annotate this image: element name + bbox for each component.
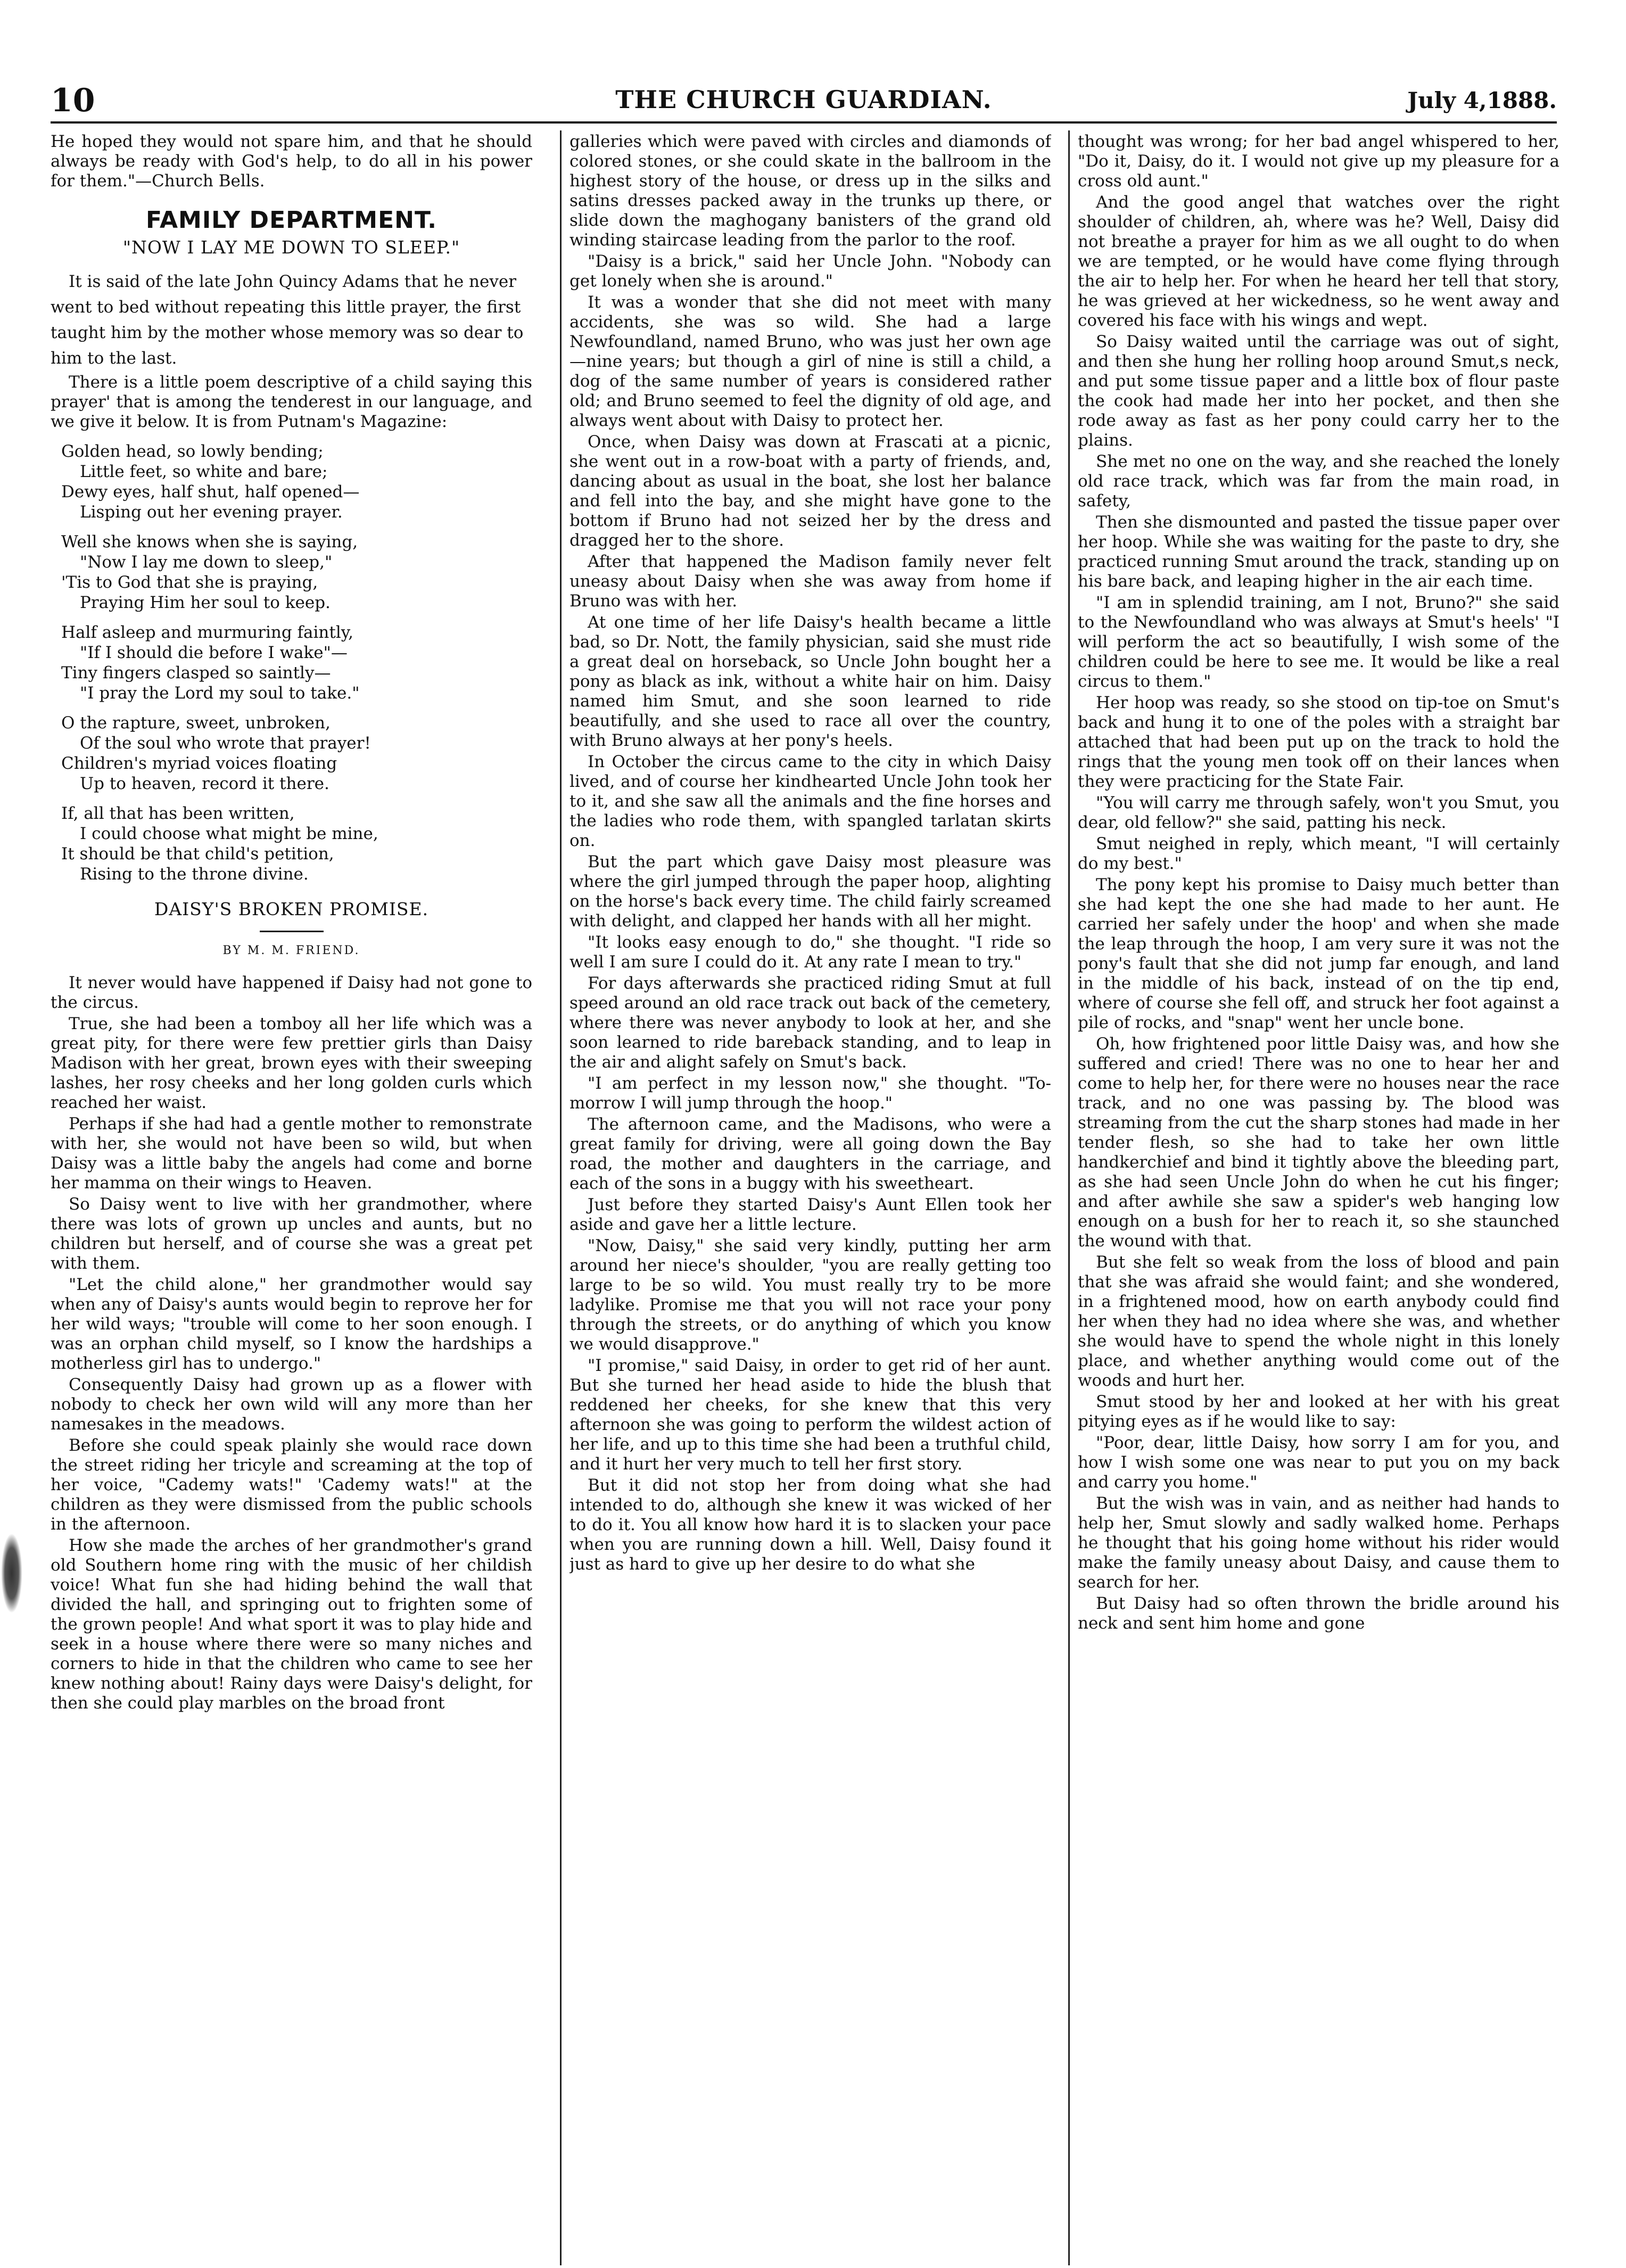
story-paragraph: True, she had been a tomboy all her life which was a great pity, for there were few prettier girls than Daisy Madison with her great, brown eyes with their sweeping lashes, her rosy cheeks and her long golden curls which reached her waist. [51, 1014, 532, 1113]
story-paragraph: In October the circus came to the city in which Daisy lived, and of course her kindhearted Uncle John took her to it, and she saw all the animals and the fine horses and the ladies who rode them, with spangled tarlatan skirts on. [569, 752, 1051, 850]
story-paragraph: So Daisy went to live with her grandmother, where there was lots of grown up uncles and aunts, but no children but herself, and of course she was a great pet with them. [51, 1195, 532, 1273]
newspaper-title: THE CHURCH GUARDIAN. [615, 85, 992, 114]
poem-stanza [51, 622, 532, 703]
story-paragraph: Then she dismounted and pasted the tissue paper over her hoop. While she was waiting for the paste to dry, she practiced running Smut around the track, standing up on his bare back, and leaping higher in the air each time. [1078, 513, 1559, 591]
story-paragraph: But Daisy had so often thrown the bridle around his neck and sent him home and gone [1078, 1594, 1559, 1633]
story-paragraph: It never would have happened if Daisy had not gone to the circus. [51, 973, 532, 1013]
story-paragraph: "You will carry me through safely, won't you Smut, you dear, old fellow?" she said, patting his neck. [1078, 793, 1559, 832]
story-paragraph: The afternoon came, and the Madisons, who were a great family for driving, were all going down the Bay road, the mother and daughters in the carriage, and each of the sons in a buggy with his sweetheart. [569, 1115, 1051, 1193]
story-paragraph: Just before they started Daisy's Aunt Ellen took her aside and gave her a little lecture. [569, 1195, 1051, 1234]
poem-line: Up to heaven, record it there. [80, 774, 329, 794]
story-title: DAISY'S BROKEN PROMISE. [154, 899, 429, 920]
story-paragraph: At one time of her life Daisy's health became a little bad, so Dr. Nott, the family physician, said she must ride a great deal on horseback, so Uncle John bought her a pony as black as ink, without a white hair on him. Daisy named him Smut, and she soon learned to ride beautifully, and she used to race all over the country, with Bruno always at her pony's heels. [569, 613, 1051, 750]
story-paragraph: She met no one on the way, and she reached the lonely old race track, which was far from the main road, in safety, [1078, 452, 1559, 511]
header-rule [51, 121, 1557, 124]
poem-stanza [51, 803, 532, 884]
story-paragraph: Oh, how frightened poor little Daisy was, and how she suffered and cried! There was no one to hear her and come to help her, for there were no houses near the race track, and no one was passing by. The blood was streaming from the cut the sharp stones had made in her tender flesh, so she had to take her own little handkerchief and bind it tightly above the bleeding part, as she had seen Uncle John do when he cut his finger; and after awhile she saw a spider's web hanging low enough on a bush for her to reach it, so she staunched the wound with that. [1078, 1034, 1559, 1251]
column-2 [569, 132, 1051, 2264]
poem-line: 'Tis to God that she is praying, [61, 573, 318, 593]
story-paragraph: So Daisy waited until the carriage was out of sight, and then she hung her rolling hoop around Smut,s neck, and put some tissue paper and a little box of flour paste the cook had made her into her pocket, and then she rode away as fast as her pony could carry her to the plains. [1078, 332, 1559, 450]
story-paragraph: "I promise," said Daisy, in order to get rid of her aunt. But she turned her head aside to hide the blush that reddened her cheeks, for she knew that this very afternoon she was going to perform the wildest action of her life, and up to this time she had been a truthful child, and it hurt her very much to tell her first story. [569, 1356, 1051, 1474]
story-paragraph: Consequently Daisy had grown up as a flower with nobody to check her own wild will any more than her namesakes in the meadows. [51, 1375, 532, 1434]
poem-line: O the rapture, sweet, unbroken, [61, 713, 331, 733]
poem-title: "NOW I LAY ME DOWN TO SLEEP." [122, 237, 460, 258]
poem-line: "Now I lay me down to sleep," [80, 553, 333, 572]
poem-line: Children's myriad voices floating [61, 754, 337, 774]
story-paragraph: But it did not stop her from doing what she had intended to do, although she knew it was wicked of her to do it. You all know how hard it is to slacken your pace when you are running down a hill. Well, Daisy found it just as hard to give up her desire to do what she [569, 1476, 1051, 1574]
story-paragraph: "I am in splendid training, am I not, Bruno?" she said to the Newfoundland who was always at Smut's heels' "I will perform the act so beautifully, I wish some of the children could be here to see me. It would be like a real circus to them." [1078, 593, 1559, 691]
column-divider [1068, 130, 1070, 2265]
section-title: FAMILY DEPARTMENT. [145, 207, 438, 234]
poem-line: Lisping out her evening prayer. [80, 503, 343, 522]
poem-line: "If I should die before I wake"— [80, 643, 348, 663]
story-paragraph: Perhaps if she had had a gentle mother to remonstrate with her, she would not have been so wild, but when Daisy was a little baby the angels had come and borne her mamma on their wings to Heaven. [51, 1114, 532, 1193]
story-paragraph: Once, when Daisy was down at Frascati at a picnic, she went out in a row-boat with a party of friends, and, dancing about as usual in the boat, she lost her balance and fell into the bay, and she might have gone to the bottom if Bruno had not seized her by the dress and dragged her to the shore. [569, 432, 1051, 550]
column-divider [560, 130, 562, 2265]
poem-line: Little feet, so white and bare; [80, 462, 328, 482]
poem-line: Well she knows when she is saying, [61, 532, 358, 552]
story-paragraph: But the wish was in vain, and as neither had hands to help her, Smut slowly and sadly walked home. Perhaps he thought that his going home without his rider would make the family uneasy about Daisy, and cause them to search for her. [1078, 1494, 1559, 1592]
story-paragraph: But she felt so weak from the loss of blood and pain that she was afraid she would faint; and she wondered, in a frightened mood, how on earth anybody could find her when they had no idea where she was, and whether she would have to spend the whole night in this lonely place, and whether anything would come out of the woods and hurt her. [1078, 1253, 1559, 1390]
story-paragraph: "Now, Daisy," she said very kindly, putting her arm around her niece's shoulder, "you are really getting too large to be so wild. You must really try to be more ladylike. Promise me that you will not race your pony through the streets, or do anything of which you know we would disapprove." [569, 1236, 1051, 1354]
story-paragraph: For days afterwards she practiced riding Smut at full speed around an old race track out back of the cemetery, where there was never anybody to look at her, and she soon learned to ride bareback standing, and to leap in the air and alight safely on Smut's back. [569, 974, 1051, 1072]
poem-line: Tiny fingers clasped so saintly— [61, 663, 331, 683]
title-rule [260, 931, 324, 932]
story-paragraph: galleries which were paved with circles and diamonds of colored stones, or she could skate in the ballroom in the highest story of the house, or dress up in the silks and satins dresses packed away in the trunks up there, or slide down the maghogany banisters of the grand old winding staircase leading from the parlor to the roof. [569, 132, 1051, 250]
poem-line: "I pray the Lord my soul to take." [80, 684, 360, 703]
poem-stanza [51, 713, 532, 794]
story-paragraph: Her hoop was ready, so she stood on tip-toe on Smut's back and hung it to one of the poles with a straight bar attached that had been put up on the track to hold the rings that the young men took off on their lances when they were practicing for the State Fair. [1078, 693, 1559, 791]
poem-intro: There is a little poem descriptive of a child saying this prayer' that is among the tenderest in our language, and we give it below. It is from Putnam's Magazine: [51, 373, 532, 432]
story-paragraph: But the part which gave Daisy most pleasure was where the girl jumped through the paper hoop, alighting on the horse's back every time. The child fairly screamed with delight, and clapped her hands with all her might. [569, 852, 1051, 931]
story-paragraph: "Let the child alone," her grandmother would say when any of Daisy's aunts would begin to reprove her for her wild ways; "trouble will come to her soon enough. I was an orphan child myself, so I know the hardships a motherless girl has to undergo." [51, 1275, 532, 1374]
poem-line: If, all that has been written, [61, 804, 295, 824]
story-paragraph: "Daisy is a brick," said her Uncle John. "Nobody can get lonely when she is around." [569, 252, 1051, 291]
poem-line: Rising to the throne divine. [80, 865, 309, 884]
poem-line: Half asleep and murmuring faintly, [61, 623, 353, 643]
poem-line: Of the soul who wrote that prayer! [80, 734, 371, 753]
poem-line: Dewy eyes, half shut, half opened— [61, 482, 360, 502]
story-paragraph: "I am perfect in my lesson now," she thought. "To-morrow I will jump through the hoop." [569, 1074, 1051, 1113]
poem-stanza [51, 532, 532, 613]
poem-intro: It is said of the late John Quincy Adams that he never went to bed without repeating this little prayer, the first taught him by the mother whose memory was so dear to him to the last. [51, 272, 524, 368]
poem-stanza [51, 441, 532, 522]
poem-line: It should be that child's petition, [61, 844, 334, 864]
poem-line: Praying Him her soul to keep. [80, 593, 331, 613]
column-1 [51, 132, 532, 2264]
poem-line: Golden head, so lowly bending; [61, 442, 324, 462]
ink-blot [1, 1533, 22, 1613]
story-paragraph: Before she could speak plainly she would race down the street riding her tricyle and screaming at the top of her voice, "Cademy wats!" 'Cademy wats!" at the children as they were dismissed from the public schools in the afternoon. [51, 1436, 532, 1534]
column-3 [1078, 132, 1559, 2264]
page-number: 10 [51, 82, 95, 119]
poem-line: I could choose what might be mine, [80, 824, 378, 844]
story-paragraph: Smut neighed in reply, which meant, "I will certainly do my best." [1078, 834, 1559, 873]
story-paragraph: The pony kept his promise to Daisy much better than she had kept the one she had made to her aunt. He carried her safely under the hoop' and when she made the leap through the hoop, I am very sure it was not the pony's fault that she did not jump far enough, and land in the middle of his back, instead of on the tip end, where of course she fell off, and struck her foot against a pile of rocks, and "snap" went her uncle bone. [1078, 875, 1559, 1032]
poem [51, 441, 532, 884]
issue-date: July 4,1888. [1407, 87, 1557, 113]
page-header [51, 80, 1557, 117]
byline: BY M. M. FRIEND. [222, 944, 360, 958]
intro-paragraph: He hoped they would not spare him, and that he should always be ready with God's help, to do all in his power for them."—Church Bells. [51, 132, 532, 191]
story-paragraph: After that happened the Madison family never felt uneasy about Daisy when she was away from home if Bruno was with her. [569, 552, 1051, 611]
story-paragraph: It was a wonder that she did not meet with many accidents, she was so wild. She had a large Newfoundland, named Bruno, who was just her own age—nine years; but though a girl of nine is still a child, a dog of the same number of years is considered rather old; and Bruno seemed to feel the dignity of old age, and always went about with Daisy to protect her. [569, 293, 1051, 430]
story-paragraph: Smut stood by her and looked at her with his great pitying eyes as if he would like to say: [1078, 1392, 1559, 1431]
story-paragraph: And the good angel that watches over the right shoulder of children, ah, where was he? Well, Daisy did not breathe a prayer for him as we all ought to do when we are tempted, or he would have come flying through the air to help her. For when he heard her tell that story, he was grieved at her wickedness, so he went away and covered his face with his wings and wept. [1078, 193, 1559, 330]
story-paragraph: "Poor, dear, little Daisy, how sorry I am for you, and how I wish some one was near to put you on my back and carry you home." [1078, 1433, 1559, 1492]
story-paragraph: "It looks easy enough to do," she thought. "I ride so well I am sure I could do it. At any rate I mean to try." [569, 933, 1051, 972]
story-paragraph: thought was wrong; for her bad angel whispered to her, "Do it, Daisy, do it. I would not give up my pleasure for a cross old aunt." [1078, 132, 1559, 191]
story-paragraph: How she made the arches of her grandmother's grand old Southern home ring with the music of her childish voice! What fun she had hiding behind the wall that divided the hall, and springing out to frighten some of the grown people! And what sport it was to play hide and seek in a house where there were so many niches and corners to hide in that the children who came to see her knew nothing about! Rainy days were Daisy's delight, for then she could play marbles on the broad front [51, 1536, 532, 1713]
